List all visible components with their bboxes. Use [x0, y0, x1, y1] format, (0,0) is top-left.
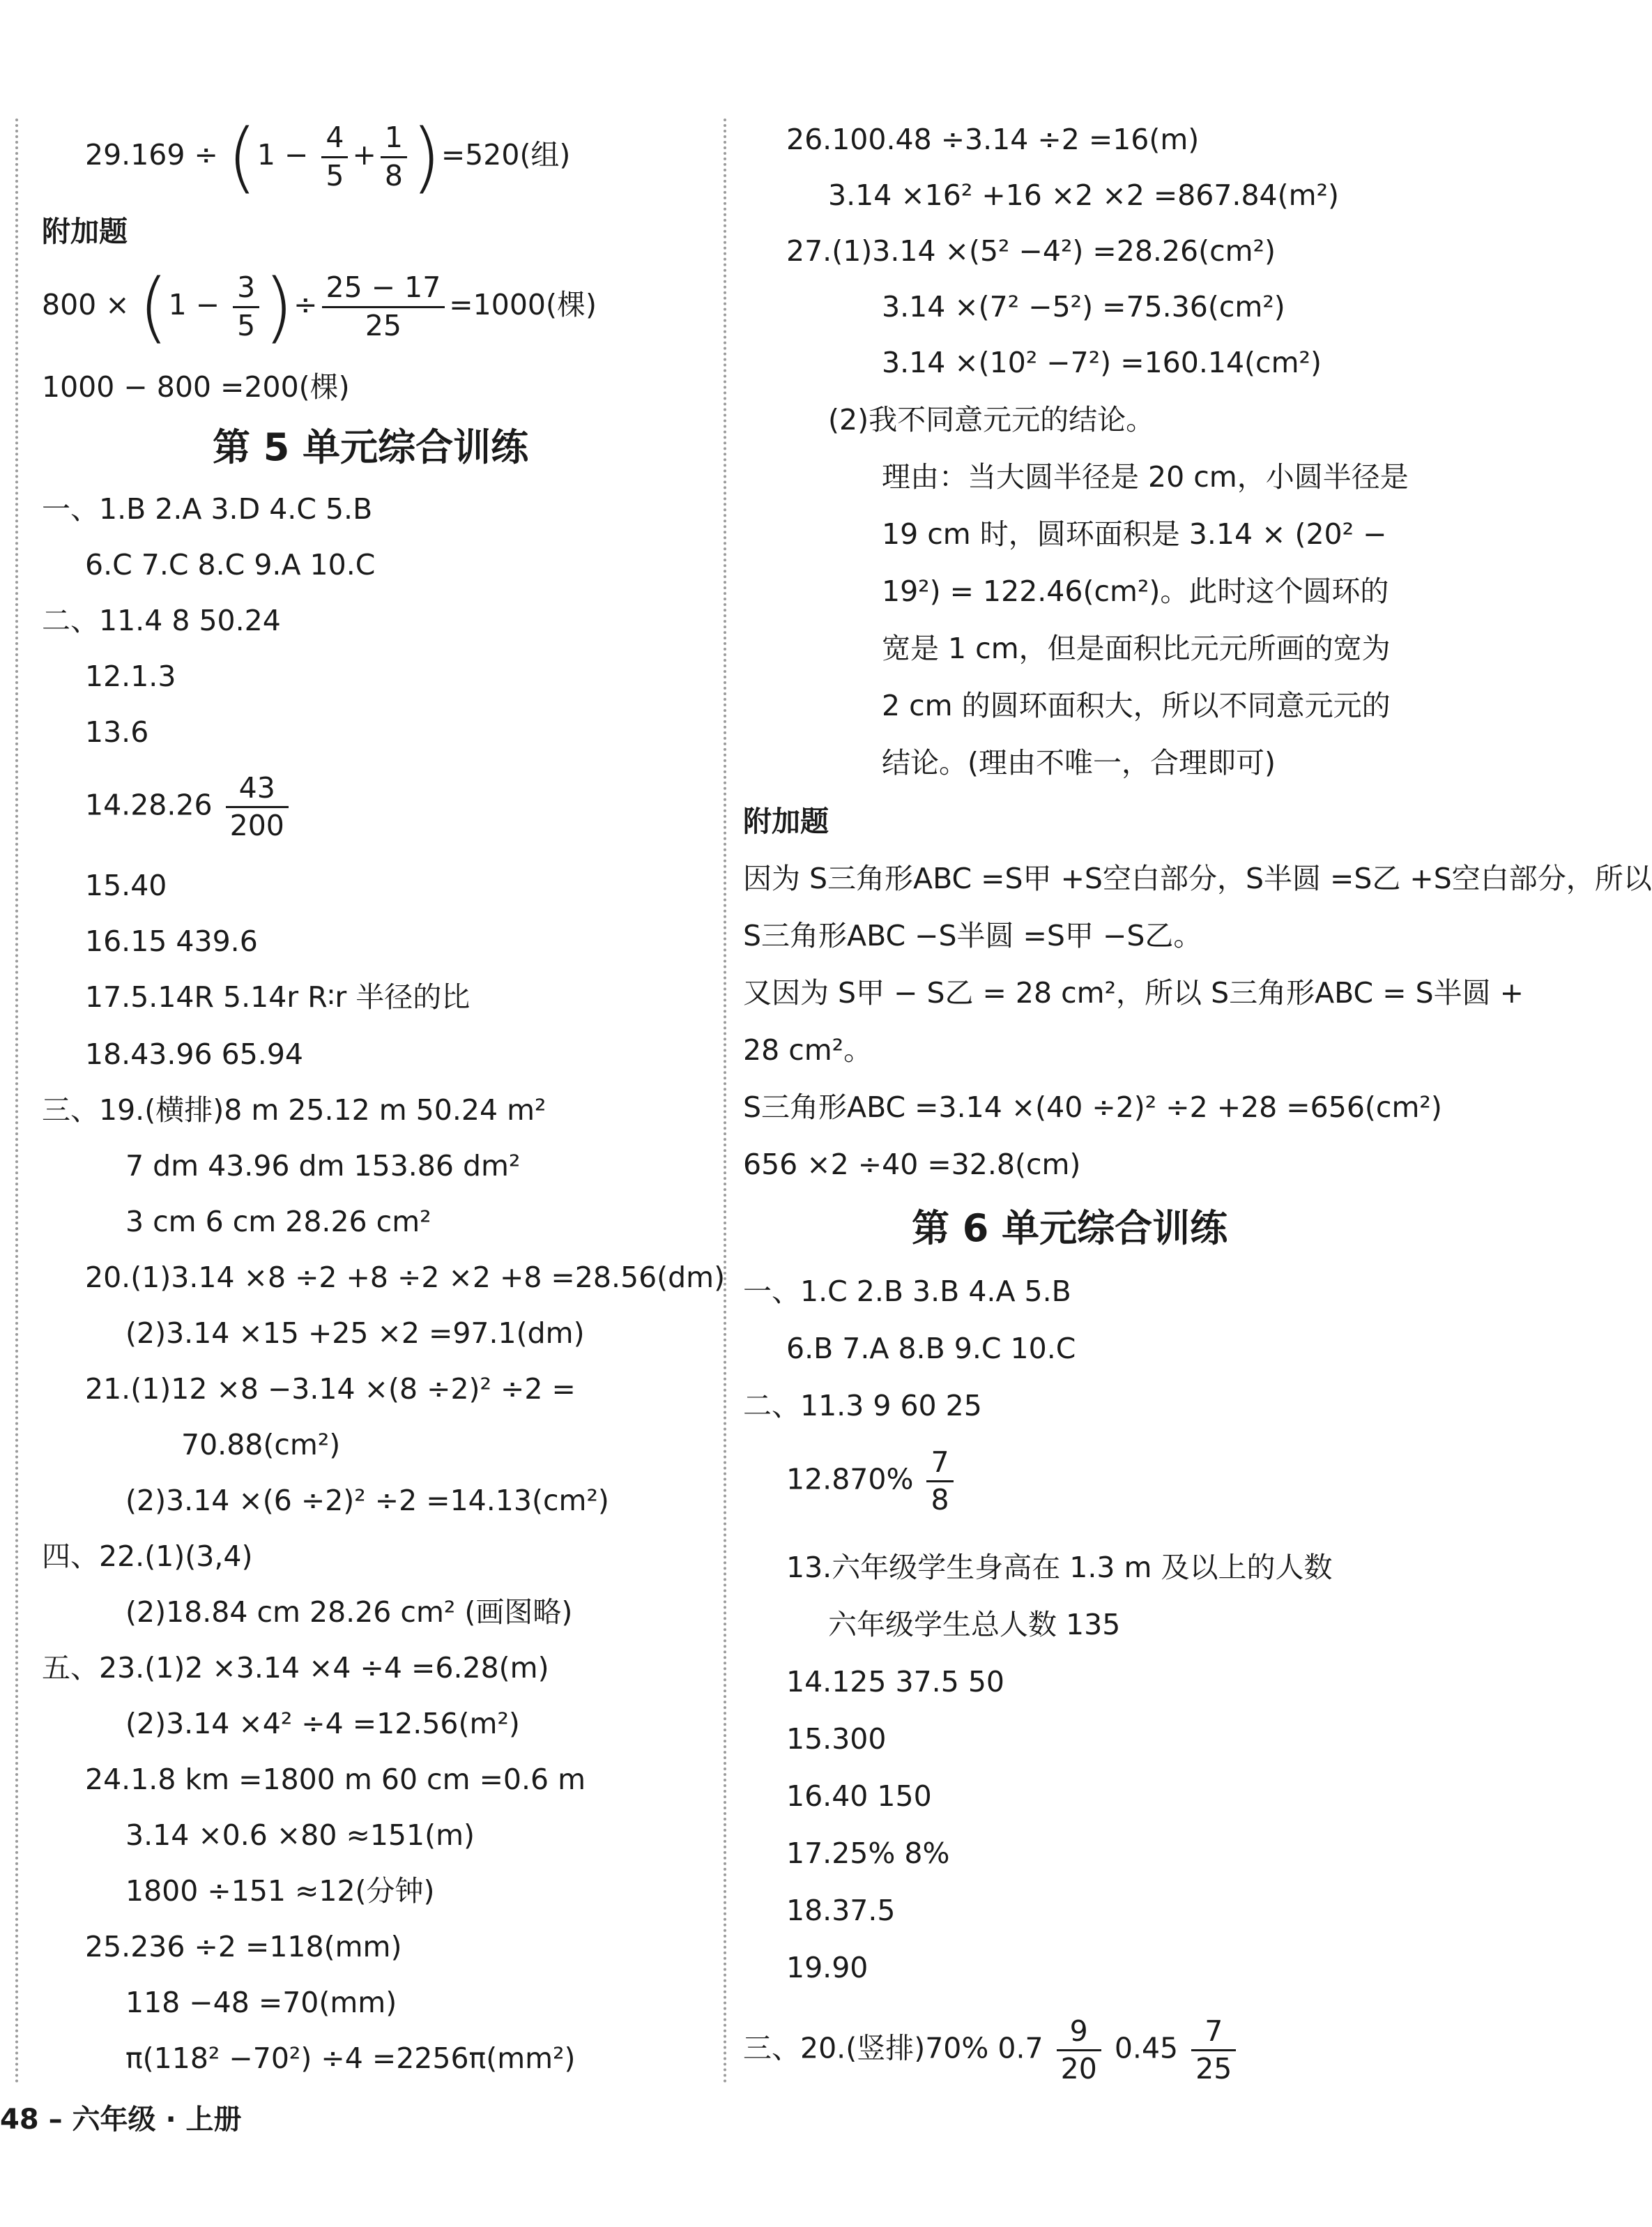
answer-line: 6.B 7.A 8.B 9.C 10.C [786, 1332, 1076, 1365]
answer-line: 19 cm 时，圆环面积是 3.14 × (20² − [882, 517, 1387, 551]
answer-line: 15.40 [85, 869, 167, 902]
answer-line: 6.C 7.C 8.C 9.A 10.C [85, 548, 376, 582]
q14-line: 14.28.26 $\frac{43}{200}$ [85, 770, 293, 844]
answer-line: (2)3.14 ×15 +25 ×2 =97.1(dm) [125, 1316, 585, 1350]
answer-line: 3.14 ×0.6 ×80 ≈151(m) [125, 1818, 475, 1852]
answer-line: 12.1.3 [85, 660, 176, 693]
bonus-line: 656 ×2 ÷40 =32.8(cm) [743, 1148, 1081, 1181]
answer-line: 1800 ÷151 ≈12(分钟) [125, 1874, 435, 1908]
answer-line: π(118² −70²) ÷4 =2256π(mm²) [125, 2042, 576, 2075]
answer-line: 18.37.5 [786, 1894, 896, 1927]
answer-line: 一、1.C 2.B 3.B 4.A 5.B [743, 1275, 1071, 1308]
answer-line: 19.90 [786, 1951, 869, 1984]
bonus-line: 28 cm²。 [743, 1033, 873, 1067]
answer-line: 理由：当大圆半径是 20 cm，小圆半径是 [882, 460, 1409, 494]
answer-line: 宽是 1 cm，但是面积比元元所画的宽为 [882, 632, 1391, 665]
answer-line: 四、22.(1)(3,4) [42, 1540, 253, 1573]
answer-line: 16.40 150 [786, 1779, 932, 1813]
answer-line: 3.14 ×16² +16 ×2 ×2 =867.84(m²) [828, 178, 1339, 212]
left-margin-rule [15, 119, 18, 2085]
bonus-title-right: 附加题 [743, 805, 829, 838]
answer-line: 17.25% 8% [786, 1837, 950, 1870]
bonus-line: 因为 S三角形ABC =S甲 +S空白部分，S半圆 =S乙 +S空白部分，所以 [743, 862, 1652, 895]
bonus-line: S三角形ABC =3.14 ×(40 ÷2)² ÷2 +28 =656(cm²) [743, 1090, 1442, 1124]
answer-line: 14.125 37.5 50 [786, 1665, 1004, 1698]
bonus-title-left: 附加题 [42, 215, 128, 248]
q20-line: 三、20.(竖排)70% 0.7 $\frac{9}{20}$ 0.45 $\frac{7}{25}$ [743, 2014, 1240, 2087]
bonus-b-line: 1000 − 800 =200(棵) [42, 370, 350, 404]
answer-line: 70.88(cm²) [181, 1428, 341, 1461]
answer-line: 16.15 439.6 [85, 925, 258, 958]
column-divider [724, 119, 726, 2085]
bonus-a-line: 800 × (1 − $\frac{3}{5}$ )÷ $\frac{25 - 17}{25}$ =1000(棵) [42, 262, 597, 351]
answer-line: 7 dm 43.96 dm 153.86 dm² [125, 1149, 521, 1183]
answer-line: 18.43.96 65.94 [85, 1038, 303, 1071]
answer-line: 六年级学生总人数 135 [828, 1608, 1121, 1641]
bonus-line: 又因为 S甲 − S乙 = 28 cm²，所以 S三角形ABC = S半圆 + [743, 976, 1524, 1010]
answer-line: (2)3.14 ×4² ÷4 =12.56(m²) [125, 1707, 520, 1740]
answer-line: 3 cm 6 cm 28.26 cm² [125, 1205, 431, 1238]
answer-line: 25.236 ÷2 =118(mm) [85, 1930, 402, 1963]
page-footer: 48 – 六年级 · 上册 [0, 2104, 242, 2136]
answer-line: 118 −48 =70(mm) [125, 1986, 397, 2019]
answer-line: 三、19.(横排)8 m 25.12 m 50.24 m² [42, 1093, 546, 1127]
answer-line: 2 cm 的圆环面积大，所以不同意元元的 [882, 689, 1391, 722]
answer-line: 13.6 [85, 715, 149, 749]
unit6-title: 第 6 单元综合训练 [912, 1206, 1228, 1250]
answer-line: 15.300 [786, 1722, 887, 1756]
answer-line: 一、1.B 2.A 3.D 4.C 5.B [42, 492, 373, 526]
answer-line: 3.14 ×(7² −5²) =75.36(cm²) [882, 290, 1285, 324]
answer-line: 13.六年级学生身高在 1.3 m 及以上的人数 [786, 1551, 1333, 1584]
q29-line: 29.169 ÷ (1 − $\frac{4}{5}$ + $\frac{1}{8}$ )=520(组) [85, 112, 571, 202]
answer-line: 17.5.14R 5.14r R∶r 半径的比 [85, 980, 471, 1014]
unit5-title: 第 5 单元综合训练 [213, 425, 529, 469]
answer-line: 24.1.8 km =1800 m 60 cm =0.6 m [85, 1763, 586, 1796]
answer-line: 五、23.(1)2 ×3.14 ×4 ÷4 =6.28(m) [42, 1651, 549, 1685]
answer-line: 26.100.48 ÷3.14 ÷2 =16(m) [786, 123, 1200, 156]
answer-line: 20.(1)3.14 ×8 ÷2 +8 ÷2 ×2 +8 =28.56(dm) [85, 1261, 726, 1294]
q12-line: 12.870% $\frac{7}{8}$ [786, 1445, 958, 1518]
bonus-line: S三角形ABC −S半圆 =S甲 −S乙。 [743, 919, 1202, 952]
answer-line: (2)我不同意元元的结论。 [828, 403, 1155, 436]
answer-line: 27.(1)3.14 ×(5² −4²) =28.26(cm²) [786, 234, 1276, 268]
answer-line: 21.(1)12 ×8 −3.14 ×(8 ÷2)² ÷2 = [85, 1372, 576, 1406]
answer-line: (2)3.14 ×(6 ÷2)² ÷2 =14.13(cm²) [125, 1484, 609, 1517]
answer-line: 3.14 ×(10² −7²) =160.14(cm²) [882, 346, 1322, 379]
answer-line: (2)18.84 cm 28.26 cm² (画图略) [125, 1595, 573, 1629]
answer-line: 二、11.3 9 60 25 [743, 1389, 982, 1422]
answer-line: 二、11.4 8 50.24 [42, 604, 281, 637]
answer-line: 结论。(理由不唯一，合理即可) [882, 746, 1276, 780]
answer-line: 19²) = 122.46(cm²)。此时这个圆环的 [882, 575, 1389, 608]
